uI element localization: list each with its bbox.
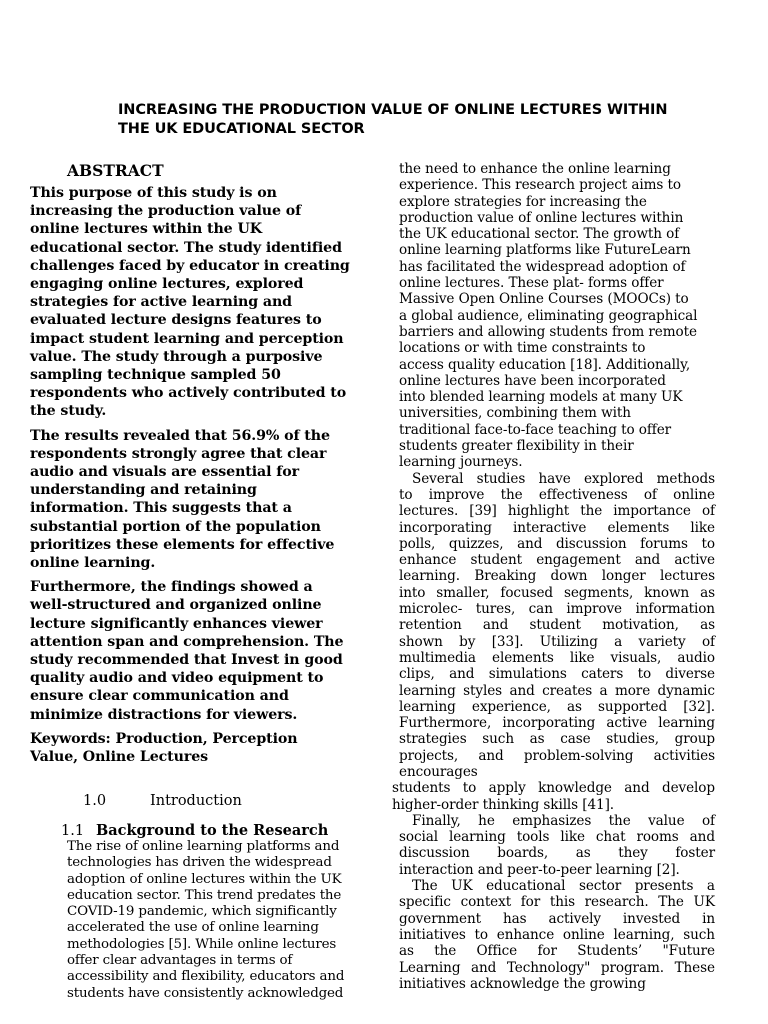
text-line: learning journeys. xyxy=(399,454,523,471)
text-line: Keywords: Production, Perception xyxy=(30,730,298,747)
text-line: to improve the effectiveness of online xyxy=(399,486,715,503)
abstract-paragraph xyxy=(30,184,375,421)
body-paragraph xyxy=(399,471,715,781)
text-line: respondents who actively contributed to xyxy=(30,385,347,402)
text-line: shown by [33]. Utilizing a variety of xyxy=(399,633,715,650)
text-line: educational sector. The study identified xyxy=(30,239,342,256)
abstract-heading: ABSTRACT xyxy=(67,161,164,180)
text-line: value. The study through a purposive xyxy=(30,348,323,365)
text-line: online learning platforms like FutureLearn xyxy=(399,242,691,259)
text-line: has facilitated the widespread adoption of xyxy=(399,258,686,275)
text-line: accessibility and flexibility, educators and xyxy=(67,969,345,985)
text-line: the UK educational sector. The growth of xyxy=(399,226,680,243)
text-line: Furthermore, the findings showed a xyxy=(30,579,313,596)
text-line: retention and student motivation, as xyxy=(399,617,715,634)
text-line: specific context for this research. The UK xyxy=(399,894,715,911)
text-line: Furthermore, incorporating active learning xyxy=(399,715,715,732)
title-line: INCREASING THE PRODUCTION VALUE OF ONLINE LECTURES WITHIN xyxy=(118,102,668,118)
text-line: strategies such as case studies, group xyxy=(399,731,715,748)
text-line: The rise of online learning platforms and xyxy=(67,839,340,854)
text-line: engaging online lectures, explored xyxy=(30,276,304,293)
text-line: incorporating interactive elements like xyxy=(399,519,715,536)
text-line: social learning tools like chat rooms and xyxy=(399,829,715,846)
text-line: interaction and peer-to-peer learning [2]. xyxy=(399,861,680,878)
abstract-paragraph xyxy=(30,427,375,573)
text-line: methodologies [5]. While online lectures xyxy=(67,936,337,952)
text-line: education sector. This trend predates the xyxy=(67,887,342,903)
text-line: Massive Open Online Courses (MOOCs) to xyxy=(399,291,689,308)
text-line: online lectures. These plat- forms offer xyxy=(399,275,664,292)
text-line: sampling technique sampled 50 xyxy=(30,367,281,384)
text-line: explore strategies for increasing the xyxy=(399,193,647,210)
text-line: understanding and retaining xyxy=(30,482,257,499)
text-line: lectures. [39] highlight the importance of xyxy=(399,503,715,520)
text-line: minimize distractions for viewers. xyxy=(30,706,298,723)
text-line: online learning. xyxy=(30,555,156,572)
title-line: THE UK EDUCATIONAL SECTOR xyxy=(118,121,365,137)
text-line: The UK educational sector presents a xyxy=(412,878,715,895)
text-line: online lectures within the UK xyxy=(30,221,262,238)
text-line: projects, and problem-solving activities xyxy=(399,747,715,764)
background-paragraph xyxy=(67,839,377,1002)
text-line: government has actively invested in xyxy=(399,910,715,927)
text-line: students to apply knowledge and develop xyxy=(392,780,715,797)
text-line: discussion boards, as they foster xyxy=(399,845,715,862)
text-line: study recommended that Invest in good xyxy=(30,652,343,669)
abstract-body xyxy=(30,184,375,766)
text-line: experience. This research project aims to xyxy=(399,177,681,194)
text-line: online lectures have been incorporated xyxy=(399,372,666,389)
paper-title xyxy=(118,101,678,139)
text-line: learning styles and creates a more dynamic xyxy=(399,682,715,699)
text-line: traditional face-to-face teaching to offer xyxy=(399,421,672,438)
text-line: into blended learning models at many UK xyxy=(399,389,683,406)
text-line: evaluated lecture designs features to xyxy=(30,312,322,329)
text-line: initiatives acknowledge the growing xyxy=(399,975,646,992)
text-line: higher-order thinking skills [41]. xyxy=(392,796,615,813)
text-line: audio and visuals are essential for xyxy=(30,464,300,481)
text-line: the need to enhance the online learning xyxy=(399,161,671,177)
text-line: multimedia elements like visuals, audio xyxy=(399,649,715,666)
text-line: initiatives to enhance online learning, such xyxy=(399,926,715,943)
text-line: attention span and comprehension. The xyxy=(30,633,344,650)
text-line: COVID-19 pandemic, which significantly xyxy=(67,904,337,920)
text-line: information. This suggests that a xyxy=(30,500,292,517)
keywords xyxy=(30,730,375,766)
text-line: lecture significantly enhances viewer xyxy=(30,615,323,632)
text-line: production value of online lectures within xyxy=(399,209,684,226)
text-line: enhance student engagement and active xyxy=(399,552,715,569)
text-line: impact student learning and perception xyxy=(30,330,344,347)
text-line: quality audio and video equipment to xyxy=(30,670,324,687)
text-line: prioritizes these elements for effective xyxy=(30,536,335,553)
right-column xyxy=(392,161,715,992)
subsection-number: 1.1 xyxy=(61,823,85,839)
text-line: into smaller, focused segments, known as xyxy=(399,584,715,601)
body-paragraph xyxy=(399,878,715,992)
subsection-title: Background to the Research xyxy=(96,822,329,839)
text-line: students greater flexibility in their xyxy=(399,438,634,455)
section-title: Introduction xyxy=(150,793,242,809)
text-line: the study. xyxy=(30,403,107,420)
text-line: substantial portion of the population xyxy=(30,518,321,535)
text-line: students have consistently acknowledged xyxy=(67,985,344,1001)
text-line: increasing the production value of xyxy=(30,203,302,220)
text-line: as the Office for Students’ "Future xyxy=(399,943,715,960)
text-line: universities, combining them with xyxy=(399,405,631,422)
text-line: Finally, he emphasizes the value of xyxy=(412,812,715,829)
text-line: adoption of online lectures within the UK xyxy=(67,871,342,887)
text-line: learning experience, as supported [32]. xyxy=(399,698,715,715)
body-paragraph xyxy=(399,161,715,471)
text-line: technologies has driven the widespread xyxy=(67,855,332,871)
text-line: accelerated the use of online learning xyxy=(67,920,319,936)
section-heading-introduction xyxy=(83,791,242,811)
text-line: polls, quizzes, and discussion forums to xyxy=(399,535,715,552)
text-line: a global audience, eliminating geographical xyxy=(399,307,698,324)
abstract-paragraph xyxy=(30,578,375,724)
text-line: respondents strongly agree that clear xyxy=(30,445,327,462)
subsection-heading-background xyxy=(61,821,328,841)
text-line: This purpose of this study is on xyxy=(30,185,277,201)
text-line: ensure clear communication and xyxy=(30,688,289,705)
text-line: Learning and Technology" program. These xyxy=(399,959,715,976)
text-line: encourages xyxy=(399,763,478,780)
text-line: learning. Breaking down longer lectures xyxy=(399,568,715,585)
text-line: microlec- tures, can improve information xyxy=(399,601,715,618)
body-paragraph-continued xyxy=(392,780,715,813)
body-paragraph xyxy=(399,813,715,878)
text-line: strategies for active learning and xyxy=(30,294,293,311)
text-line: Value, Online Lectures xyxy=(30,748,209,765)
text-line: offer clear advantages in terms of xyxy=(67,953,293,969)
text-line: The results revealed that 56.9% of the xyxy=(30,427,330,444)
text-line: clips, and simulations caters to diverse xyxy=(399,666,715,683)
text-line: access quality education [18]. Additionally, xyxy=(399,356,691,373)
text-line: challenges faced by educator in creating xyxy=(30,257,350,274)
text-line: Several studies have explored methods xyxy=(412,470,715,487)
text-line: locations or with time constraints to xyxy=(399,340,646,357)
section-number: 1.0 xyxy=(83,793,107,809)
text-line: barriers and allowing students from remote xyxy=(399,323,697,340)
text-line: well-structured and organized online xyxy=(30,597,322,614)
